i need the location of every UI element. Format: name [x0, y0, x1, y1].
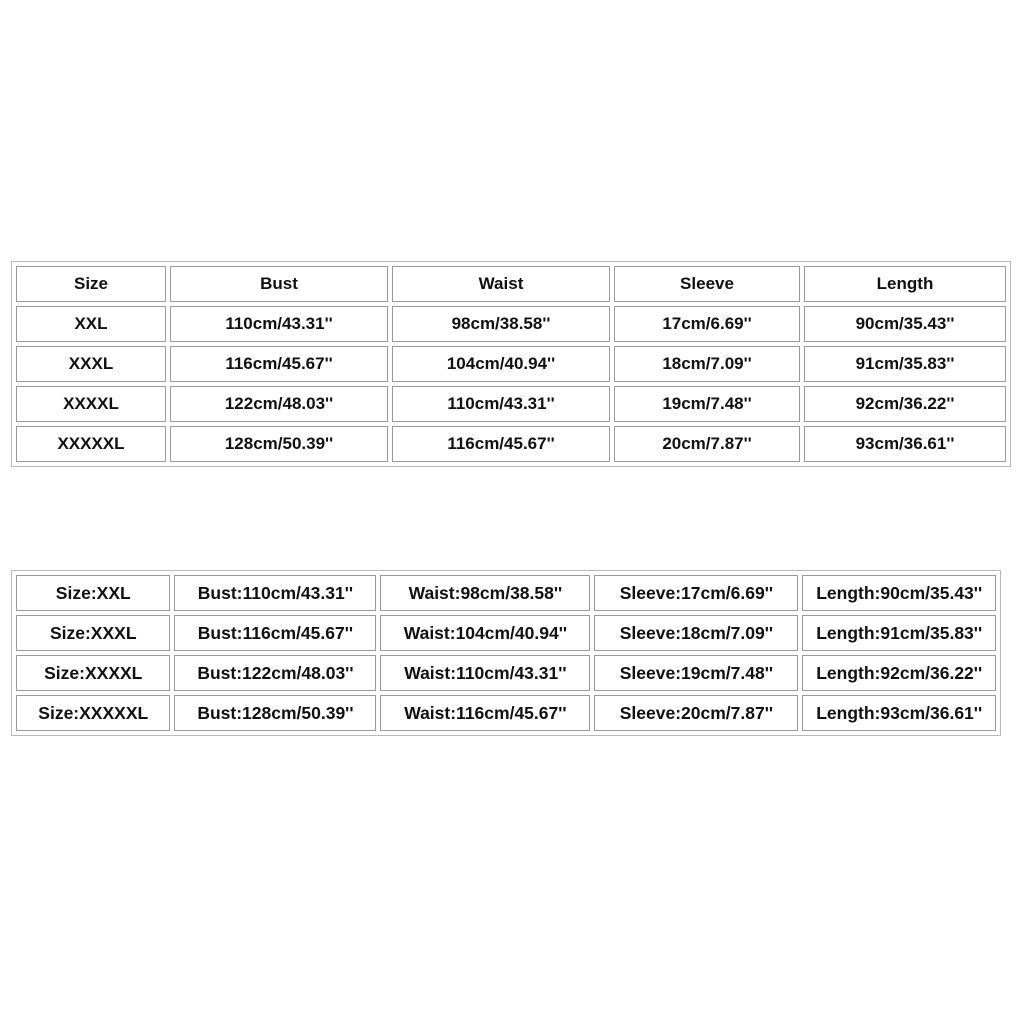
table-cell: 116cm/45.67''	[170, 346, 388, 382]
header-cell-size: Size	[16, 266, 166, 302]
table-row	[16, 575, 996, 611]
header-cell-sleeve: Sleeve	[614, 266, 800, 302]
table-header-row	[16, 266, 1006, 302]
table-cell: 17cm/6.69''	[614, 306, 800, 342]
table-cell: 91cm/35.83''	[804, 346, 1006, 382]
table-cell: Sleeve:19cm/7.48''	[594, 655, 798, 691]
header-cell-length: Length	[804, 266, 1006, 302]
table-cell: Length:93cm/36.61''	[802, 695, 996, 731]
table-cell: Bust:122cm/48.03''	[174, 655, 376, 691]
table-row	[16, 695, 996, 731]
table-cell: 128cm/50.39''	[170, 426, 388, 462]
table-cell: 110cm/43.31''	[170, 306, 388, 342]
table-cell: 104cm/40.94''	[392, 346, 610, 382]
table-cell: Sleeve:17cm/6.69''	[594, 575, 798, 611]
size-chart-table	[11, 261, 1011, 467]
table-cell: 18cm/7.09''	[614, 346, 800, 382]
table-cell: Waist:104cm/40.94''	[380, 615, 590, 651]
table-cell: Sleeve:20cm/7.87''	[594, 695, 798, 731]
table-cell: 122cm/48.03''	[170, 386, 388, 422]
table-cell: XXXXL	[16, 386, 166, 422]
table-cell: Length:91cm/35.83''	[802, 615, 996, 651]
table-cell: Bust:110cm/43.31''	[174, 575, 376, 611]
table-row	[16, 386, 1006, 422]
table-cell: 20cm/7.87''	[614, 426, 800, 462]
table-cell: Waist:98cm/38.58''	[380, 575, 590, 611]
table-cell: Waist:110cm/43.31''	[380, 655, 590, 691]
table-cell: XXXXXL	[16, 426, 166, 462]
table-cell: Length:92cm/36.22''	[802, 655, 996, 691]
table-cell: Bust:128cm/50.39''	[174, 695, 376, 731]
table-row	[16, 655, 996, 691]
table-cell: XXL	[16, 306, 166, 342]
table-row	[16, 615, 996, 651]
table-cell: 116cm/45.67''	[392, 426, 610, 462]
table-cell: XXXL	[16, 346, 166, 382]
table-cell: Sleeve:18cm/7.09''	[594, 615, 798, 651]
table-cell: Length:90cm/35.43''	[802, 575, 996, 611]
table-cell: Size:XXL	[16, 575, 170, 611]
size-chart-labeled-table	[11, 570, 1001, 736]
table-cell: Size:XXXXL	[16, 655, 170, 691]
table-cell: Bust:116cm/45.67''	[174, 615, 376, 651]
header-cell-bust: Bust	[170, 266, 388, 302]
table-cell: 98cm/38.58''	[392, 306, 610, 342]
table-row	[16, 306, 1006, 342]
table-cell: 93cm/36.61''	[804, 426, 1006, 462]
table-cell: 19cm/7.48''	[614, 386, 800, 422]
table-row	[16, 346, 1006, 382]
table-cell: 90cm/35.43''	[804, 306, 1006, 342]
table-cell: Size:XXXL	[16, 615, 170, 651]
table-cell: Size:XXXXXL	[16, 695, 170, 731]
table-cell: 110cm/43.31''	[392, 386, 610, 422]
table-cell: Waist:116cm/45.67''	[380, 695, 590, 731]
header-cell-waist: Waist	[392, 266, 610, 302]
table-cell: 92cm/36.22''	[804, 386, 1006, 422]
table-row	[16, 426, 1006, 462]
